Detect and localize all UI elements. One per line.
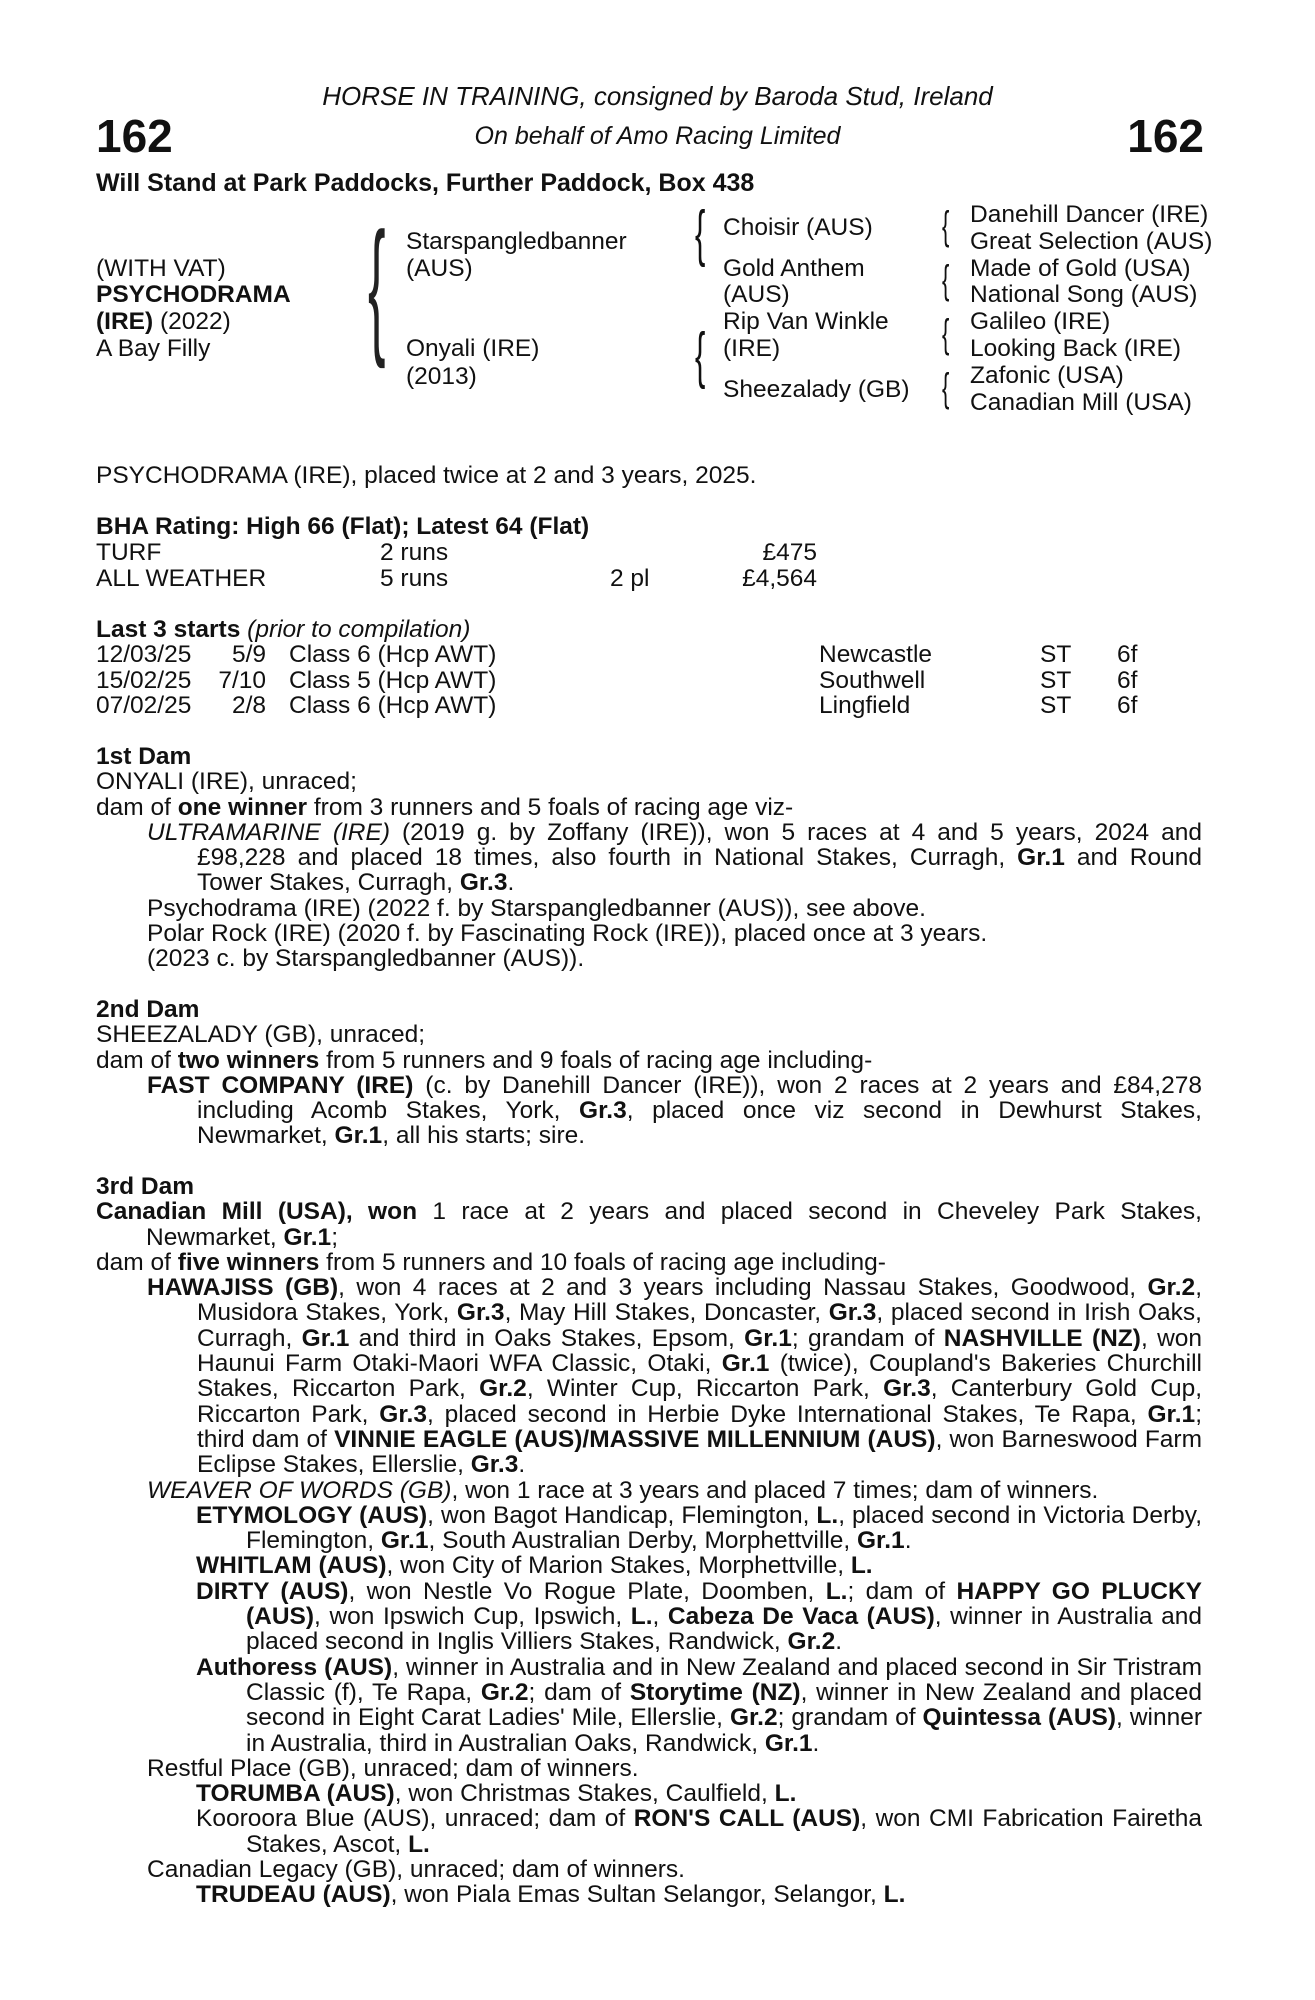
text: , May Hill Stakes, Doncaster, (504, 1299, 829, 1327)
start-1-race: Class 6 (Hcp AWT) (289, 641, 497, 668)
horse-name: ULTRAMARINE (IRE) (147, 818, 390, 846)
first-dam-entry-ultramarine (147, 820, 1202, 896)
last-starts-note: (prior to compilation) (240, 616, 471, 643)
grade: Gr.2 (1147, 1274, 1196, 1302)
text: , Canterbury Gold Cup, Riccarton Park, (197, 1375, 1202, 1428)
text: won (368, 1198, 418, 1226)
text: , won Haunui Farm Otaki-Maori WFA Classic, Otaki, (197, 1324, 1203, 1378)
rating-turf-surface: TURF (96, 539, 162, 566)
grade: Gr.2 (479, 1375, 527, 1403)
pedigree-sdd: National Song (AUS) (970, 281, 1198, 308)
text: (twice), Coupland's Bakeries Churchill Stakes, Riccarton Park, (197, 1350, 1202, 1403)
winner-count: five winners (177, 1248, 320, 1276)
header-behalf: On behalf of Amo Racing Limited (474, 122, 841, 150)
second-dam-heading: 2nd Dam (96, 996, 200, 1023)
grade: Gr.3 (828, 1299, 877, 1327)
entry-whitlam (196, 1553, 1202, 1578)
text: dam of (96, 1248, 178, 1276)
pedigree-dam-sire-origin: (IRE) (723, 335, 781, 362)
start-1-pos (218, 642, 266, 667)
horse-year: (2022) (153, 308, 231, 335)
text: dam of (96, 1046, 178, 1074)
entry-kooroora-blue (196, 1806, 1202, 1857)
first-dam-heading: 1st Dam (96, 743, 192, 770)
text: , South Australian Derby, Morphettville, (428, 1527, 857, 1555)
grade: Gr.1 (764, 1729, 813, 1757)
grade: Gr.2 (480, 1678, 529, 1706)
text: , won Christmas Stakes, Caulfield, (394, 1780, 775, 1808)
pedigree-brace-sire: { (695, 199, 706, 268)
text: , (652, 1603, 668, 1631)
grade: Gr.1 (857, 1527, 905, 1555)
lot-number-left: 162 (96, 110, 173, 162)
third-dam-entry-weaver-of-words (147, 1478, 1202, 1503)
third-dam-section (96, 1174, 1202, 1908)
first-dam-entry-polar-rock: Polar Rock (IRE) (2020 f. by Fascinating Rock (IRE)), placed once at 3 years. (147, 920, 988, 948)
text: , Musidora Stakes, York, (197, 1274, 1202, 1327)
text: , won Piala Emas Sultan Selangor, Selangor, (390, 1881, 884, 1909)
text: from 5 runners and 10 foals of racing age including- (319, 1248, 886, 1276)
entry-etymology (196, 1503, 1202, 1554)
second-dam-section (96, 997, 1202, 1149)
text: dam of (96, 793, 178, 821)
text: Kooroora Blue (AUS), unraced; dam of (196, 1805, 634, 1833)
text: , won 4 races at 2 and 3 years including Nassau Stakes, Goodwood, (338, 1274, 1148, 1302)
third-dam-line2 (96, 1250, 1202, 1275)
horse-name: TORUMBA (AUS) (196, 1780, 395, 1808)
text: , winner in Australia, third in Australian Oaks, Randwick, (246, 1704, 1202, 1757)
horse-name: NASHVILLE (NZ) (943, 1324, 1141, 1352)
pedigree-sire-origin: (AUS) (406, 255, 473, 282)
start-3-dist: 6f (1117, 692, 1138, 719)
pedigree-sds: Made of Gold (USA) (970, 255, 1191, 282)
grade: Gr.3 (456, 1299, 505, 1327)
text: , won City of Marion Stakes, Morphettville, (386, 1552, 851, 1580)
pedigree-brace-dd: { (942, 366, 950, 410)
text: , (345, 1198, 369, 1226)
horse-suffix: (IRE) (96, 308, 154, 335)
second-dam-entry-fast-company (147, 1073, 1202, 1149)
text: , placed second in Herbie Dyke International Stakes, Te Rapa, (426, 1400, 1148, 1428)
text: . (904, 1527, 912, 1555)
grade: Gr.1 (334, 1122, 383, 1150)
text: , won CMI Fabrication Fairetha Stakes, Ascot, (246, 1805, 1202, 1858)
text: . (518, 1451, 526, 1479)
pedigree-dsd: Looking Back (IRE) (970, 335, 1182, 362)
pedigree-brace-ds: { (942, 312, 950, 356)
start-2-dist: 6f (1117, 667, 1138, 694)
grade: Gr.1 (380, 1527, 429, 1555)
grade: Gr.2 (729, 1704, 778, 1732)
rating-aw-earnings: £4,564 (742, 565, 817, 592)
entry-torumba (196, 1781, 1202, 1806)
first-dam-section (96, 744, 1202, 972)
grade: Gr.3 (379, 1400, 427, 1428)
text: . (812, 1729, 820, 1757)
text: (2019 g. by Zoffany (IRE)), won 5 races at 4 and 5 years, 2024 and £98,228 and placed 18 times, also fourth in National Stakes, Curragh, (197, 818, 1202, 872)
text: ; grandam of (777, 1704, 923, 1732)
header-consignor: HORSE IN TRAINING, consigned by Baroda Stud, Ireland (322, 81, 993, 111)
second-dam-line1: SHEEZALADY (GB), unraced; (96, 1021, 426, 1049)
text: , Winter Cup, Riccarton Park, (526, 1375, 884, 1403)
pedigree-ddd: Canadian Mill (USA) (970, 389, 1192, 416)
start-1-date: 12/03/25 (96, 641, 192, 668)
horse-name: Authoress (AUS) (196, 1653, 393, 1681)
grade: Gr.1 (1147, 1400, 1196, 1428)
horse-name: VINNIE EAGLE (AUS)/MASSIVE MILLENNIUM (AUS) (334, 1425, 936, 1453)
horse-name: RON'S CALL (AUS) (633, 1805, 861, 1833)
winner-count: one winner (177, 793, 308, 821)
text: , winner in Australia and placed second in Inglis Villiers Stakes, Randwick, (246, 1603, 1203, 1656)
grade: Gr.1 (1017, 844, 1065, 872)
rating-turf-runs: 2 runs (380, 539, 449, 566)
grade: L. (883, 1881, 906, 1909)
first-dam-entry-psychodrama: Psychodrama (IRE) (2022 f. by Starspangledbanner (AUS)), see above. (147, 894, 926, 922)
horse-origin-year (96, 309, 231, 334)
last-starts-heading (96, 617, 470, 642)
start-3-going: ST (1040, 692, 1072, 719)
last-starts-title: Last 3 starts (96, 616, 241, 643)
grade: Gr.1 (721, 1350, 770, 1378)
grade: L. (825, 1577, 848, 1605)
start-3-course: Lingfield (819, 692, 911, 719)
text: ; third dam of (197, 1400, 1202, 1453)
text: and Round Tower Stakes, Curragh, (197, 844, 1202, 897)
rating-aw-placed: 2 pl (610, 565, 650, 592)
pedigree-dss: Galileo (IRE) (970, 308, 1111, 335)
start-2-going: ST (1040, 667, 1072, 694)
text: , placed once viz second in Dewhurst Stakes, Newmarket, (197, 1097, 1202, 1150)
pedigree-sss: Danehill Dancer (IRE) (970, 201, 1209, 228)
entry-trudeau (196, 1882, 1202, 1907)
vat-label: (WITH VAT) (96, 255, 226, 282)
rating-aw-runs: 5 runs (380, 565, 449, 592)
first-dam-entry-2023: (2023 c. by Starspangledbanner (AUS)). (147, 945, 585, 973)
grade: Gr.1 (301, 1324, 350, 1352)
pedigree-sire-dam: Gold Anthem (723, 255, 865, 282)
start-2-pos (218, 668, 266, 693)
text: , won Barneswood Farm Eclipse Stakes, Ellerslie, (197, 1425, 1202, 1479)
text: from 3 runners and 5 foals of racing age viz- (307, 793, 794, 821)
text: ; dam of (847, 1577, 957, 1605)
grade: L. (816, 1501, 839, 1529)
grade: L. (850, 1552, 873, 1580)
start-1-going: ST (1040, 641, 1072, 668)
pedigree-sire (406, 229, 627, 254)
grade: L. (408, 1830, 430, 1858)
race-summary: PSYCHODRAMA (IRE), placed twice at 2 and 3 years, 2025. (96, 462, 757, 489)
text: , won Ipswich Cup, Ipswich, (314, 1603, 631, 1631)
horse-name: ETYMOLOGY (AUS) (196, 1501, 428, 1529)
third-dam-line1 (96, 1199, 1202, 1250)
pedigree-sire-dam-origin: (AUS) (723, 281, 790, 308)
grade: Gr.3 (459, 869, 508, 897)
horse-name: FAST COMPANY (IRE) (147, 1071, 414, 1099)
third-dam-entry-restful-place: Restful Place (GB), unraced; dam of winners. (147, 1754, 639, 1782)
start-1-course: Newcastle (819, 641, 933, 668)
pedigree-dds: Zafonic (USA) (970, 362, 1124, 389)
start-3-pos (218, 693, 266, 718)
stand-location: Will Stand at Park Paddocks, Further Paddock, Box 438 (96, 169, 755, 197)
grade: Gr.1 (283, 1223, 332, 1251)
pedigree-sire-sire: Choisir (AUS) (723, 214, 873, 241)
start-1-dist: 6f (1117, 641, 1138, 668)
pedigree-dam-year: (2013) (406, 363, 477, 390)
bha-rating: BHA Rating: High 66 (Flat); Latest 64 (Flat) (96, 513, 590, 540)
grade: Gr.1 (744, 1324, 792, 1352)
pedigree-ssd: Great Selection (AUS) (970, 228, 1213, 255)
pedigree-brace-dam: { (695, 321, 706, 390)
horse-description: A Bay Filly (96, 335, 211, 362)
winner-count: two winners (177, 1046, 320, 1074)
third-dam-entry-hawajiss (147, 1275, 1202, 1477)
text: ; grandam of (791, 1324, 944, 1352)
start-2-course: Southwell (819, 667, 926, 694)
start-1-pos-value: 5/9 (231, 641, 266, 668)
horse-name: PSYCHODRAMA (96, 281, 291, 308)
first-dam-line1: ONYALI (IRE), unraced; (96, 768, 357, 796)
lot-number-right: 162 (1127, 110, 1204, 162)
horse-name: WHITLAM (AUS) (196, 1552, 387, 1580)
horse-name: TRUDEAU (AUS) (196, 1881, 391, 1909)
pedigree-dam-sire: Rip Van Winkle (723, 308, 889, 335)
start-2-pos-value: 7/10 (218, 667, 266, 694)
horse-name: DIRTY (AUS) (196, 1577, 349, 1605)
sire-line1: Starspangledbanner (406, 228, 627, 255)
grade: L. (630, 1603, 653, 1631)
text: and third in Oaks Stakes, Epsom, (349, 1324, 745, 1352)
horse-name: Storytime (NZ) (629, 1678, 801, 1706)
text: . (507, 869, 515, 897)
text: , placed second in Irish Oaks, Curragh, (197, 1299, 1202, 1352)
text: , won Bagot Handicap, Flemington, (427, 1501, 817, 1529)
text: , winner in Australia and in New Zealand and placed second in Sir Tristram Classic (f), Te Rapa, (246, 1653, 1202, 1706)
entry-authoress (196, 1655, 1202, 1756)
horse-name: WEAVER OF WORDS (GB) (147, 1476, 452, 1504)
pedigree-dam: Onyali (IRE) (406, 335, 540, 362)
text: , placed second in Victoria Derby, Flemington, (246, 1501, 1203, 1555)
rating-turf-earnings: £475 (762, 539, 817, 566)
first-dam-line2 (96, 795, 1202, 820)
grade: Gr.3 (470, 1451, 519, 1479)
text: ; (331, 1223, 339, 1251)
horse-name: Quintessa (AUS) (922, 1704, 1117, 1732)
grade: L. (774, 1780, 797, 1808)
entry-dirty (196, 1579, 1202, 1655)
pedigree-dam-dam: Sheezalady (GB) (723, 376, 910, 403)
text: , won Nestle Vo Rogue Plate, Doomben, (348, 1577, 826, 1605)
start-3-race: Class 6 (Hcp AWT) (289, 692, 497, 719)
grade: Gr.2 (787, 1628, 836, 1656)
grade: Gr.3 (579, 1097, 627, 1125)
grade: Gr.3 (883, 1375, 931, 1403)
start-3-date: 07/02/25 (96, 692, 192, 719)
third-dam-entry-canadian-legacy: Canadian Legacy (GB), unraced; dam of winners. (147, 1856, 685, 1884)
horse-name: Canadian Mill (USA) (96, 1198, 346, 1226)
text: 1 race at 2 years and placed second in Cheveley Park Stakes, Newmarket, (146, 1198, 1202, 1251)
start-3-pos-value: 2/8 (231, 692, 266, 719)
pedigree-brace-ss: { (942, 204, 950, 248)
text: . (835, 1628, 843, 1656)
pedigree-brace-main: { (368, 201, 386, 369)
horse-name: Cabeza De Vaca (AUS) (667, 1603, 935, 1631)
horse-name: HAWAJISS (GB) (147, 1274, 339, 1302)
text: from 5 runners and 9 foals of racing age including- (319, 1046, 873, 1074)
text: , won 1 race at 3 years and placed 7 times; dam of winners. (451, 1476, 1099, 1504)
text: , winner in New Zealand and placed second in Eight Carat Ladies' Mile, Ellerslie, (246, 1678, 1202, 1732)
rating-aw-surface: ALL WEATHER (96, 565, 267, 592)
text: , all his starts; sire. (382, 1122, 586, 1150)
text: (c. by Danehill Dancer (IRE)), won 2 races at 2 years and £84,278 including Acomb Stakes, York, (197, 1071, 1202, 1125)
start-2-date: 15/02/25 (96, 667, 192, 694)
horse-name: HAPPY GO PLUCKY (AUS) (246, 1577, 1202, 1631)
text: ; dam of (528, 1678, 630, 1706)
second-dam-line2 (96, 1048, 1202, 1073)
start-2-race: Class 5 (Hcp AWT) (289, 667, 497, 694)
pedigree-brace-sd: { (942, 258, 950, 302)
third-dam-heading: 3rd Dam (96, 1173, 195, 1200)
